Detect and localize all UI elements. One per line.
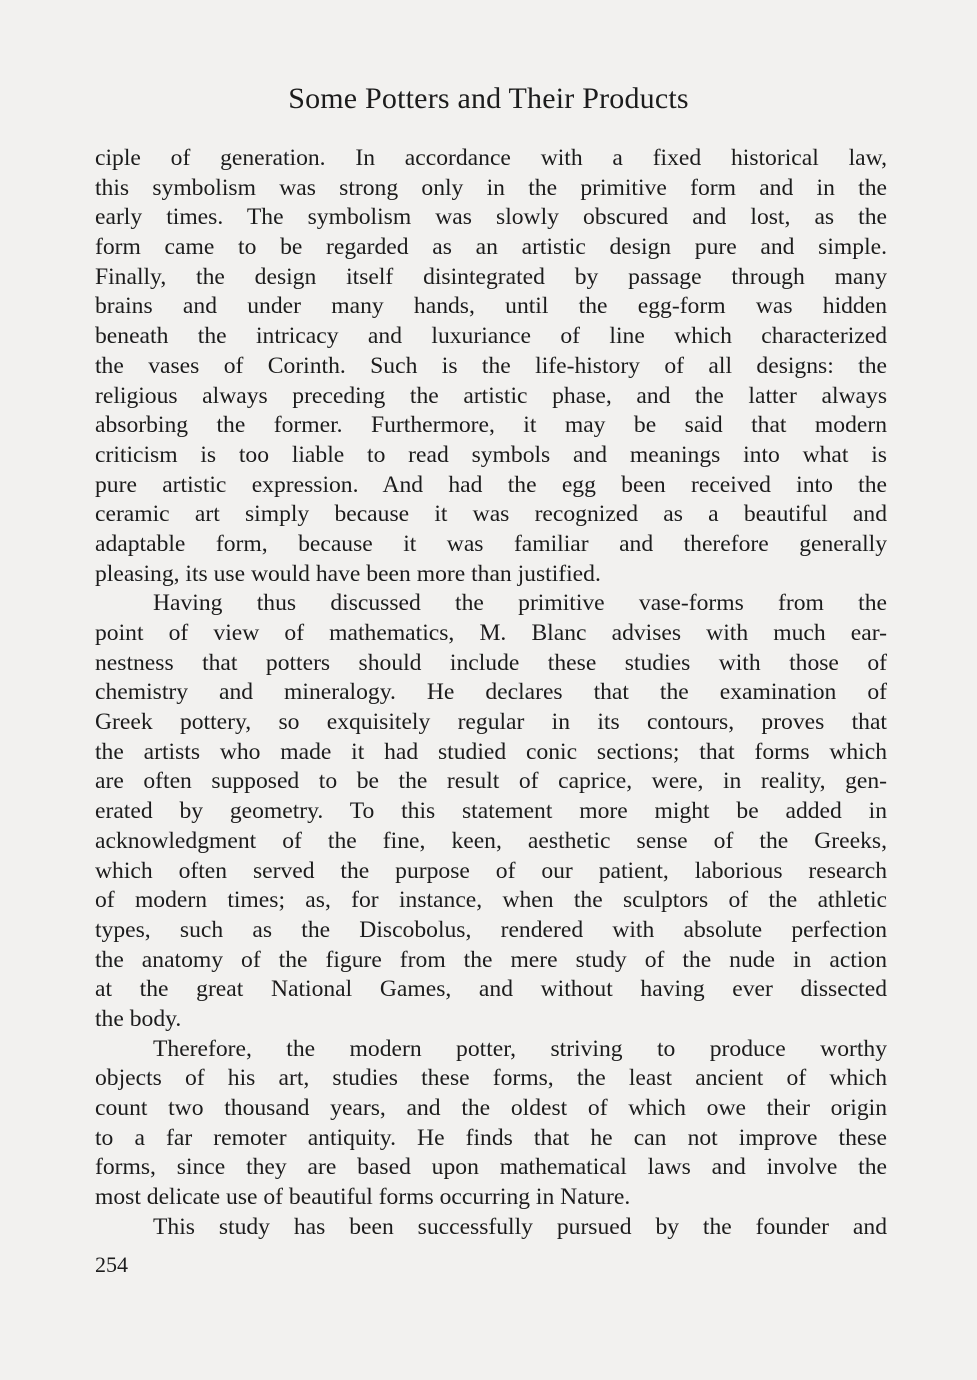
text-line: this symbolism was strong only in the primitive form and in the xyxy=(95,174,887,201)
text-line: early times. The symbolism was slowly obscured and lost, as the xyxy=(95,204,887,231)
text-line: brains and under many hands, until the egg-form was hidden xyxy=(95,293,887,320)
text-line: absorbing the former. Furthermore, it may be said that modern xyxy=(95,412,887,439)
text-line: at the great National Games, and without having ever dissected xyxy=(95,976,887,1003)
text-line: to a far remoter antiquity. He finds that he can not improve these xyxy=(95,1124,887,1151)
text-line: nestness that potters should include these studies with those of xyxy=(95,649,887,676)
text-line: most delicate use of beautiful forms occurring in Nature. xyxy=(95,1184,631,1211)
text-line: form came to be regarded as an artistic design pure and simple. xyxy=(95,234,887,261)
running-head: Some Potters and Their Products xyxy=(288,82,689,115)
text-line: ciple of generation. In accordance with a fixed historical law, xyxy=(95,145,887,171)
text-line: pure artistic expression. And had the egg been received into the xyxy=(95,471,887,498)
text-line: types, such as the Discobolus, rendered with absolute perfection xyxy=(95,916,887,943)
text-line: forms, since they are based upon mathematical laws and involve the xyxy=(95,1154,887,1181)
text-line: Finally, the design itself disintegrated by passage through many xyxy=(95,263,887,290)
text-line: Having thus discussed the primitive vase-forms from the xyxy=(153,590,887,617)
text-line: objects of his art, studies these forms, the least ancient of which xyxy=(95,1065,887,1092)
text-line: erated by geometry. To this statement more might be added in xyxy=(95,798,887,825)
text-line: the vases of Corinth. Such is the life-history of all designs: the xyxy=(95,352,887,379)
body-text xyxy=(95,144,887,1242)
text-line: religious always preceding the artistic phase, and the latter always xyxy=(95,382,887,409)
text-line: Therefore, the modern potter, striving to produce worthy xyxy=(153,1035,887,1062)
text-line: acknowledgment of the fine, keen, aesthetic sense of the Greeks, xyxy=(95,827,887,854)
text-line: beneath the intricacy and luxuriance of line which characterized xyxy=(95,323,887,350)
text-line: criticism is too liable to read symbols and meanings into what is xyxy=(95,441,887,468)
text-line: the anatomy of the figure from the mere study of the nude in action xyxy=(95,946,887,973)
text-line: point of view of mathematics, M. Blanc advises with much ear- xyxy=(95,620,887,646)
text-line: the artists who made it had studied conic sections; that forms which xyxy=(95,738,887,765)
text-line: chemistry and mineralogy. He declares that the examination of xyxy=(95,679,887,706)
text-line: of modern times; as, for instance, when the sculptors of the athletic xyxy=(95,887,887,914)
page-number: 254 xyxy=(95,1252,128,1277)
text-line: ceramic art simply because it was recognized as a beautiful and xyxy=(95,501,887,528)
text-line: are often supposed to be the result of caprice, were, in reality, gen- xyxy=(95,768,887,795)
text-line: pleasing, its use would have been more than justified. xyxy=(95,560,601,587)
text-line: Greek pottery, so exquisitely regular in its contours, proves that xyxy=(95,709,887,736)
text-line: the body. xyxy=(95,1005,182,1032)
text-line: count two thousand years, and the oldest of which owe their origin xyxy=(95,1095,887,1121)
text-line: adaptable form, because it was familiar and therefore generally xyxy=(95,530,887,557)
text-line: This study has been successfully pursued by the founder and xyxy=(153,1213,887,1240)
text-line: which often served the purpose of our patient, laborious research xyxy=(95,857,887,884)
